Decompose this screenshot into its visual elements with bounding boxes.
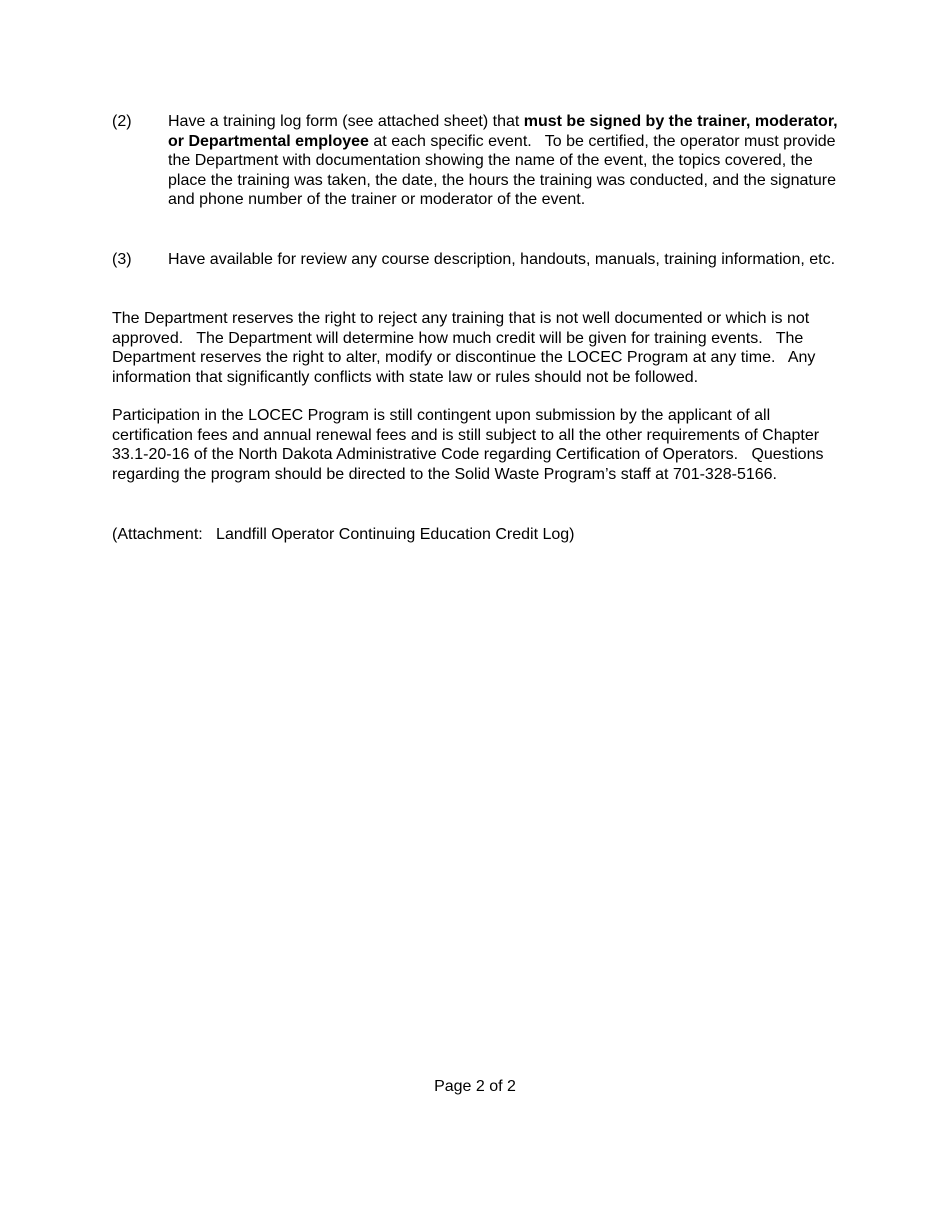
list-item-text-before: Have a training log form (see attached sheet) that: [168, 113, 524, 130]
list-item-text-after: at each specific event. To be certified, the operator must provide the Department with documentation showing the name of the event, the topics covered, the place the training was taken, the date, the hours the training was conducted, and the signature and phone number of the trainer or moderator of the event.: [168, 132, 841, 209]
paragraph-participation: Participation in the LOCEC Program is still contingent upon submission by the applicant of all certification fees and annual renewal fees and is still subject to all the other requirements of Chapter 33.1-20-16 of the North Dakota Administrative Code regarding Certification of Operators. Questions regarding the program should be directed to the Solid Waste Program’s staff at 701-328-5166.: [112, 407, 828, 483]
list-item-text: Have available for review any course description, handouts, manuals, training information, etc.: [168, 251, 836, 268]
list-item-number: (3): [112, 251, 132, 268]
paragraph-department-reserves: The Department reserves the right to reject any training that is not well documented or which is not approved. The Department will determine how much credit will be given for training events. The Department reserves the right to alter, modify or discontinue the LOCEC Program at any time. Any information that significantly conflicts with state law or rules should not be followed.: [112, 310, 820, 386]
list-item-number: (2): [112, 113, 132, 130]
list-item-text-bold: must be signed by the trainer, moderator, or Departmental employee: [168, 113, 843, 150]
list-item-3: [112, 250, 842, 270]
list-item-2: [112, 112, 842, 210]
list-item-text: [168, 112, 842, 210]
paragraph-attachment: (Attachment: Landfill Operator Continuing Education Credit Log): [112, 526, 575, 543]
page-number: Page 2 of 2: [434, 1078, 516, 1095]
